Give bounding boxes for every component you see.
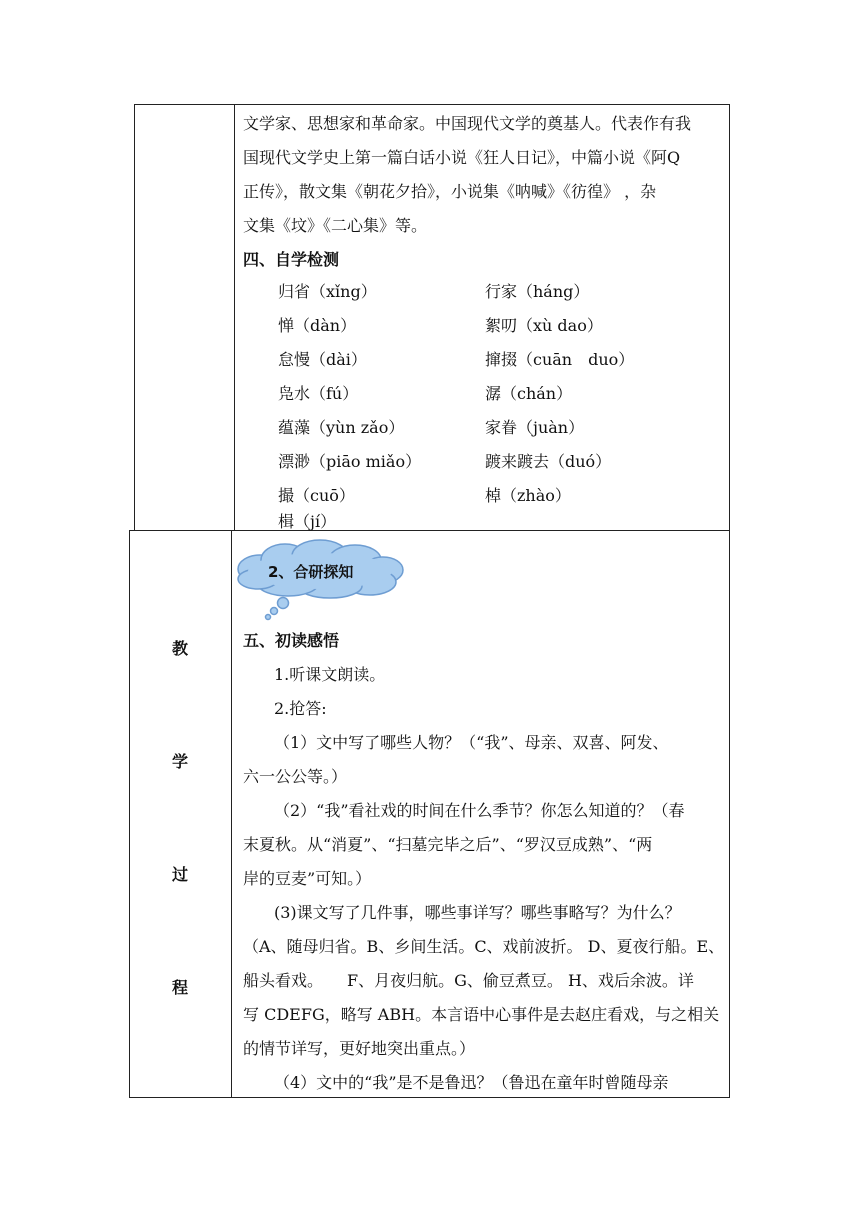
- intro-line: 正传》，散文集《朝花夕拾》，小说集《呐喊》《彷徨》 ，杂: [243, 182, 657, 201]
- body-line: （1）文中写了哪些人物？（“我”、母亲、双喜、阿发、: [274, 733, 669, 752]
- section-heading-first-reading: 五、初读感悟: [243, 631, 340, 650]
- body-line: (3)课文写了几件事，哪些事详写？哪些事略写？为什么？: [274, 903, 681, 922]
- vocab-item: 漂渺（piāo miǎo）: [278, 452, 422, 471]
- vocab-item: 棹（zhào）: [485, 486, 571, 505]
- intro-line: 文集《坟》《二心集》等。: [243, 216, 428, 235]
- vocab-item: 踱来踱去（duó）: [485, 452, 612, 471]
- table-divider-top: [234, 104, 235, 531]
- vocab-item: 楫（jí）: [278, 512, 337, 531]
- body-line: （2）“我”看社戏的时间在什么季节？你怎么知道的？（春: [274, 801, 685, 820]
- side-label-char: 教: [172, 639, 189, 658]
- vocab-item: 惮（dàn）: [278, 316, 357, 335]
- vocab-item: 归省（xǐng）: [278, 282, 377, 301]
- table-border-top: [134, 104, 730, 105]
- vocab-item: 行家（háng）: [485, 282, 590, 301]
- body-line: 的情节详写，更好地突出重点。）: [243, 1039, 476, 1058]
- body-line: 岸的豆麦”可知。）: [243, 869, 372, 888]
- body-line: 船头看戏。 F、月夜归航。G、偷豆煮豆。 H、戏后余波。详: [243, 971, 694, 990]
- intro-line: 国现代文学史上第一篇白话小说《狂人日记》，中篇小说《阿Q: [243, 148, 681, 167]
- intro-line: 文学家、思想家和革命家。中国现代文学的奠基人。代表作有我: [243, 114, 692, 133]
- body-line: 写 CDEFG，略写 ABH。本言语中心事件是去赵庄看戏，与之相关: [243, 1005, 720, 1024]
- section-heading-self-test: 四、自学检测: [243, 250, 340, 269]
- table-border-left-bottom: [129, 530, 130, 1098]
- body-line: 末夏秋。从“消夏”、“扫墓完毕之后”、“罗汉豆成熟”、“两: [243, 835, 653, 854]
- vocab-item: 絮叨（xù dao）: [485, 316, 603, 335]
- vocab-item: 撮（cuō）: [278, 486, 355, 505]
- vocab-item: 家眷（juàn）: [485, 418, 585, 437]
- body-line: （A、随母归省。B、乡间生活。C、戏前波折。 D、夏夜行船。E、: [243, 937, 725, 956]
- vocab-item: 撺掇（cuān duo）: [485, 350, 635, 369]
- table-row-divider: [129, 530, 730, 531]
- side-label-char: 学: [172, 752, 189, 771]
- vocab-item: 蕴藻（yùn zǎo）: [278, 418, 405, 437]
- body-line: （4）文中的“我”是不是鲁迅？（鲁迅在童年时曾随母亲: [274, 1073, 669, 1092]
- cloud-label: 2、合研探知: [268, 563, 354, 581]
- body-line: 六一公公等。）: [243, 767, 348, 786]
- vocab-item: 怠慢（dài）: [278, 350, 367, 369]
- body-line: 2.抢答:: [274, 699, 327, 718]
- body-line: 1.听课文朗读。: [274, 665, 386, 684]
- side-label-char: 程: [172, 978, 189, 997]
- table-border-right: [729, 104, 730, 1098]
- table-border-left-top: [134, 104, 135, 531]
- vocab-item: 凫水（fú）: [278, 384, 359, 403]
- vocab-item: 潺（chán）: [485, 384, 573, 403]
- side-label-char: 过: [172, 865, 189, 884]
